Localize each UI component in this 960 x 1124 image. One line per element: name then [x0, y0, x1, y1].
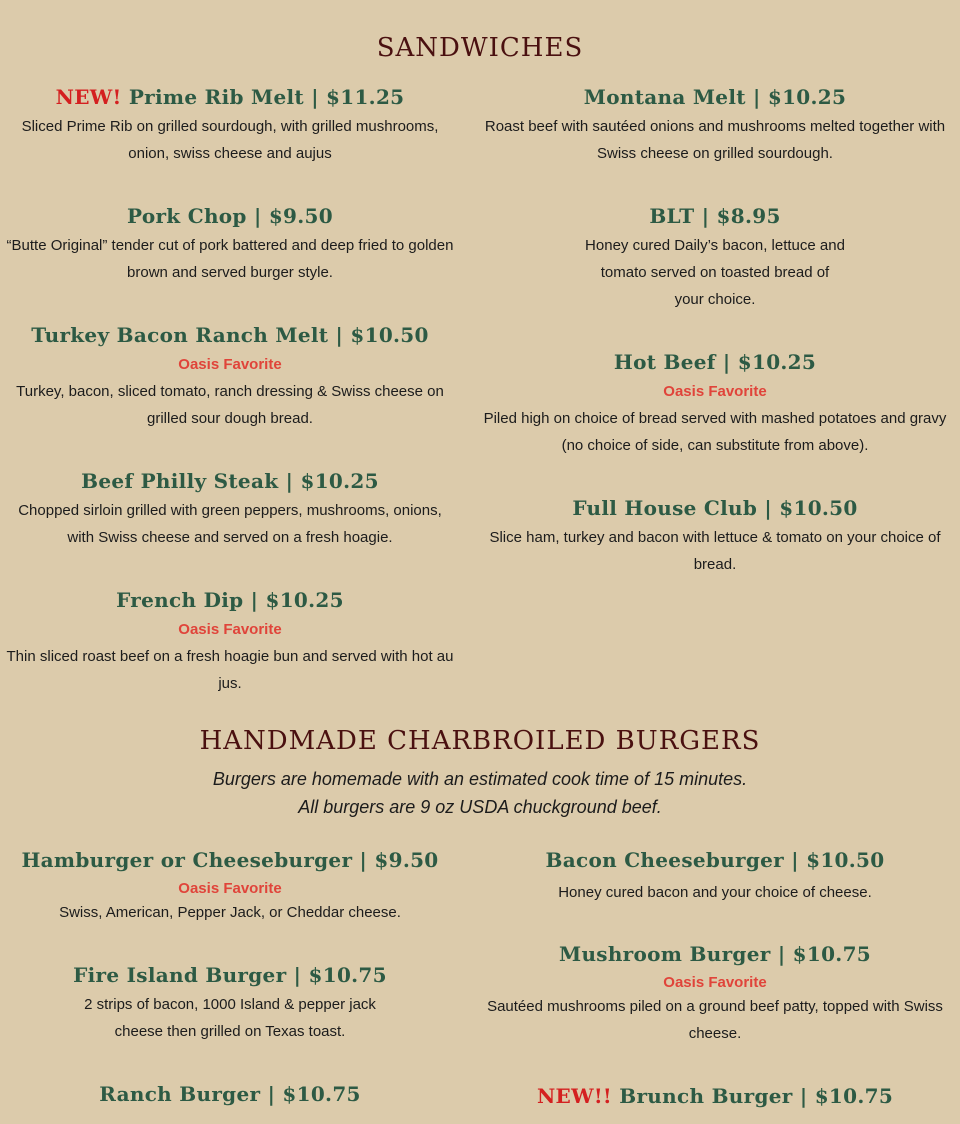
sandwiches-heading: SANDWICHES: [376, 33, 584, 63]
burgers-intro-line-1: Burgers are homemade with an estimated cook time of 15 minutes.: [212, 769, 748, 789]
item-title: Bacon Cheeseburger | $10.50: [545, 848, 885, 872]
item-title: Full House Club | $10.50: [572, 496, 858, 520]
menu-item-turkey-bacon-ranch-melt: [0, 322, 460, 432]
oasis-favorite-label: Oasis Favorite: [663, 383, 767, 400]
item-title: Brunch Burger | $10.75: [619, 1084, 894, 1108]
menu-item-pork-chop: [0, 203, 460, 286]
menu-item-bacon-cheeseburger: [470, 847, 960, 906]
oasis-favorite-label: Oasis Favorite: [178, 356, 282, 373]
menu-item-prime-rib-melt: [0, 84, 460, 167]
new-badge: NEW!: [55, 85, 122, 109]
item-title: French Dip | $10.25: [116, 588, 344, 612]
menu-item-fire-island-burger: [0, 962, 460, 1045]
burgers-intro-line-2: All burgers are 9 oz USDA chuckground beef.: [298, 797, 662, 817]
item-description: Chopped sirloin grilled with green peppers, mushrooms, onions, with Swiss cheese and served on a fresh hoagie.: [18, 502, 442, 546]
item-description: Honey cured bacon and your choice of cheese.: [558, 884, 872, 901]
menu-item-blt: [470, 203, 960, 313]
item-description: Piled high on choice of bread served with mashed potatoes and gravy (no choice of side, can substitute from above).: [483, 410, 947, 454]
item-title: Pork Chop | $9.50: [127, 204, 333, 228]
item-description: Slice ham, turkey and bacon with lettuce & tomato on your choice of bread.: [489, 529, 941, 573]
item-title: Hot Beef | $10.25: [613, 350, 817, 374]
item-title: Prime Rib Melt | $11.25: [128, 85, 405, 109]
item-title: Montana Melt | $10.25: [583, 85, 847, 109]
oasis-favorite-label: Oasis Favorite: [178, 621, 282, 638]
menu-item-mushroom-burger: [470, 941, 960, 1047]
item-description: Swiss, American, Pepper Jack, or Cheddar cheese.: [59, 904, 401, 921]
burgers-left-column: [0, 847, 470, 1109]
item-description: Sautéed mushrooms piled on a ground beef patty, topped with Swiss cheese.: [487, 998, 943, 1042]
sandwiches-right-column: [470, 84, 960, 697]
item-title: Fire Island Burger | $10.75: [73, 963, 387, 987]
item-title: Mushroom Burger | $10.75: [559, 942, 871, 966]
item-title: Hamburger or Cheeseburger | $9.50: [21, 848, 439, 872]
oasis-favorite-label: Oasis Favorite: [663, 974, 767, 991]
item-description: Roast beef with sautéed onions and mushrooms melted together with Swiss cheese on grilled sourdough.: [484, 118, 946, 162]
burgers-intro: [0, 765, 960, 821]
item-title: Beef Philly Steak | $10.25: [81, 469, 379, 493]
menu-item-brunch-burger: [470, 1083, 960, 1109]
item-title: Turkey Bacon Ranch Melt | $10.50: [31, 323, 429, 347]
item-description: Turkey, bacon, sliced tomato, ranch dressing & Swiss cheese on grilled sour dough bread.: [16, 383, 444, 427]
new-badge: NEW!!: [536, 1084, 612, 1108]
item-title: BLT | $8.95: [649, 204, 781, 228]
menu-item-beef-philly-steak: [0, 468, 460, 551]
item-description: 2 strips of bacon, 1000 Island & pepper jack cheese then grilled on Texas toast.: [84, 996, 376, 1040]
burgers-right-column: [470, 847, 960, 1109]
item-description: Sliced Prime Rib on grilled sourdough, with grilled mushrooms, onion, swiss cheese and aujus: [21, 118, 439, 162]
oasis-favorite-label: Oasis Favorite: [178, 880, 282, 897]
menu-item-french-dip: [0, 587, 460, 697]
item-title: Ranch Burger | $10.75: [99, 1082, 361, 1106]
item-description: Honey cured Daily’s bacon, lettuce and tomato served on toasted bread of your choice.: [585, 237, 845, 308]
item-description: Thin sliced roast beef on a fresh hoagie bun and served with hot au jus.: [6, 648, 454, 692]
sandwiches-grid: [0, 84, 960, 697]
item-description: “Butte Original” tender cut of pork battered and deep fried to golden brown and served burger style.: [6, 237, 454, 281]
burgers-heading: HANDMADE CHARBROILED BURGERS: [199, 726, 761, 756]
menu-item-ranch-burger: [0, 1081, 460, 1107]
sandwiches-left-column: [0, 84, 470, 697]
burgers-grid: [0, 847, 960, 1109]
menu-item-full-house-club: [470, 495, 960, 578]
menu-item-hamburger-or-cheeseburger: [0, 847, 460, 926]
menu-item-hot-beef: [470, 349, 960, 459]
menu-item-montana-melt: [470, 84, 960, 167]
